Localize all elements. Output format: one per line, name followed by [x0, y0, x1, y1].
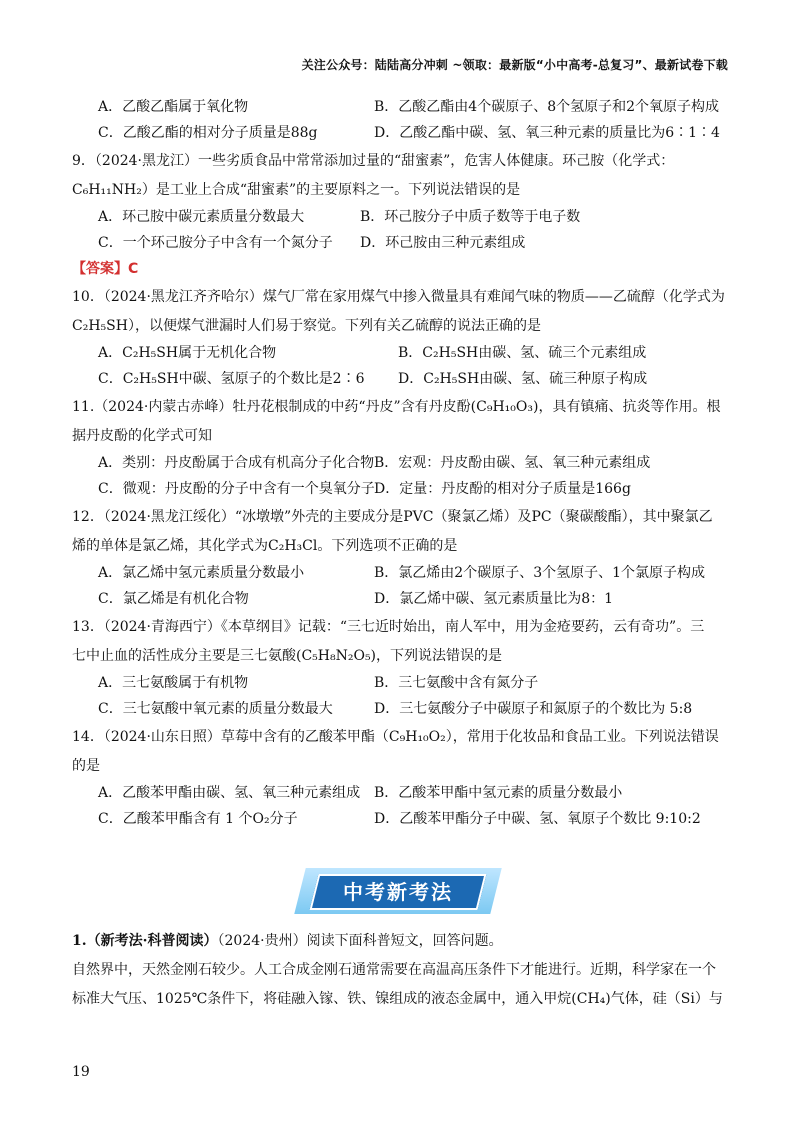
q10-options-row-1	[72, 340, 732, 366]
q10-option-b-formula: C₂H₅SH	[422, 345, 479, 361]
q9-stem-line-2	[72, 177, 732, 204]
section-banner	[300, 868, 496, 916]
q10-stem-line-1: 10．（2024·黑龙江齐齐哈尔）煤气厂常在家用煤气中掺入微量具有难闻气味的物质——乙硫醇（化学式为	[72, 289, 725, 305]
q10-stem-line-2	[72, 313, 732, 340]
q9-formula: C₆H₁₁NH₂	[72, 182, 142, 198]
q8-option-a: A．乙酸乙酯属于氧化物	[98, 99, 249, 115]
q11-option-a: A．类别：丹皮酚属于合成有机高分子化合物	[98, 455, 375, 471]
q14-option-c	[98, 806, 374, 832]
q11-stem-line-2: 据丹皮酚的化学式可知	[72, 428, 212, 444]
q11-option-c: C．微观：丹皮酚的分子中含有一个臭氧分子	[98, 481, 375, 497]
new-q1-line-1	[72, 928, 732, 955]
q11-options-row-1	[72, 450, 732, 476]
q8-option-c	[98, 120, 374, 146]
q13-stem-line-1: 13．（2024·青海西宁）《本草纲目》记载：“三七近时始出，南人军中，用为金疮要药，云有奇功”。三	[72, 619, 705, 635]
q14-option-c-post: 分子	[269, 811, 298, 827]
q14-options-row-2	[72, 806, 732, 832]
q10-option-a-formula: C₂H₅SH	[122, 345, 179, 361]
q11-option-d-text: D．定量：丹皮酚的相对分子质量是	[374, 481, 596, 497]
q14-stem-line-1	[72, 724, 732, 751]
q9-answer: 【答案】C	[72, 261, 139, 277]
q14-formula: C₉H₁₀O₂	[388, 729, 446, 745]
page-number: 19	[72, 1064, 90, 1080]
q9-option-b: B．环己胺分子中质子数等于电子数	[360, 209, 581, 225]
q10-options-row-2	[72, 366, 732, 392]
q12-option-a: A．氯乙烯中氢元素质量分数最小	[98, 565, 305, 581]
q9-stem-line-1: 9．（2024·黑龙江）一些劣质食品中常常添加过量的“甜蜜素”，危害人体健康。环己胺（化学式：	[72, 153, 675, 169]
new-exam-section	[72, 926, 732, 1013]
q12-stem-line-2: 烯的单体是氯乙烯，其化学式为C₂H₃Cl。下列选项不正确的是	[72, 538, 458, 554]
q8-option-c-text: C．乙酸乙酯的相对分子质量是	[98, 125, 291, 141]
q10-option-a-letter: A．	[98, 345, 123, 361]
q10-option-c	[98, 366, 398, 392]
q12-options-row-2	[72, 586, 732, 612]
q11-options-row-2	[72, 476, 732, 502]
new-q1-label: 1.（新考法·科普阅读）	[72, 933, 218, 949]
q10-option-d-formula: C₂H₅SH	[423, 371, 480, 387]
q8-option-d-value: 6∶1∶4	[665, 125, 720, 141]
q13-formula: (C₅H₈N₂O₅)	[296, 648, 377, 664]
q14-stem-pre: 14．（2024·山东日照）草莓中含有的乙酸苯甲酯（	[72, 729, 389, 745]
q10-option-b-text: 由碳、氢、硫三个元素组成	[478, 345, 647, 361]
question-content	[72, 94, 732, 832]
q13-stem-post: ，下列说法错误的是	[376, 648, 503, 664]
q14-option-a: A．乙酸苯甲酯由碳、氢、氧三种元素组成	[98, 785, 361, 801]
q13-option-a: A．三七氨酸属于有机物	[98, 675, 249, 691]
new-q1-line-2: 自然界中，天然金刚石较少。人工合成金刚石通常需要在高温高压条件下才能进行。近期，科学家在一个	[72, 962, 716, 978]
q13-options-row-2	[72, 696, 732, 722]
q11-option-d	[374, 476, 631, 502]
q9-stem-rest: ）是工业上合成“甜蜜素”的主要原料之一。下列说法错误的是	[141, 182, 521, 198]
new-q1-intro: （2024·贵州）阅读下面科普短文，回答问题。	[217, 933, 503, 949]
q11-stem-post: ，具有镇痛、抗炎等作用。根	[538, 399, 721, 415]
q9-options-row-1	[72, 204, 732, 230]
q9-option-a: A．环己胺中碳元素质量分数最大	[98, 209, 305, 225]
q10-option-a-text: 属于无机化合物	[178, 345, 277, 361]
q11-option-d-value: 166g	[595, 481, 631, 497]
q8-option-c-value: 88g	[290, 125, 318, 141]
q14-option-c-text: C．乙酸苯甲酯含有 1 个	[98, 811, 253, 827]
new-q1-line-3-pre: 标准大气压、1025℃条件下，将硅融入镓、铁、镍组成的液态金属中，通入甲烷	[72, 991, 572, 1007]
new-q1-line-3	[72, 986, 732, 1013]
q14-options-row-1	[72, 780, 732, 806]
q13-stem-pre: 七中止血的活性成分主要是三七氨酸	[72, 648, 296, 664]
q13-options-row-1	[72, 670, 732, 696]
q9-option-d: D．环己胺由三种元素组成	[360, 235, 526, 251]
q8-option-d-text: D．乙酸乙酯中碳、氢、氧三种元素的质量比为	[374, 125, 666, 141]
q14-stem-post: ），常用于化妆品和食品工业。下列说法错误	[445, 729, 719, 745]
new-q1-formula: (CH₄)	[571, 991, 611, 1007]
q14-option-c-formula: O₂	[252, 811, 270, 827]
q12-option-d: D．氯乙烯中碳、氢元素质量比为8：1	[374, 591, 614, 607]
q10-option-d-letter: D．	[398, 371, 424, 387]
banner-title: 中考新考法	[343, 880, 453, 904]
q11-formula: (C₉H₁₀O₃)	[470, 399, 539, 415]
q11-stem-pre: 11.（2024·内蒙古赤峰）牡丹花根制成的中药“丹皮”含有丹皮酚	[72, 399, 471, 415]
q10-option-d	[398, 366, 647, 392]
q13-option-b: B．三七氨酸中含有氮分子	[374, 675, 539, 691]
q8-options-row-2	[72, 120, 732, 146]
q8-option-b: B．乙酸乙酯由4个碳原子、8个氢原子和2个氧原子构成	[374, 99, 720, 115]
q10-option-c-letter: C．	[98, 371, 123, 387]
q11-option-b: B．宏观：丹皮酚由碳、氢、氧三种元素组成	[374, 455, 651, 471]
q8-options-row-1	[72, 94, 732, 120]
q13-option-d: D．三七氨酸分子中碳原子和氮原子的个数比为 5:8	[374, 701, 693, 717]
page-header: 关注公众号：陆陆高分冲刺 ~领取：最新版“小中高考-总复习”、最新试卷下载	[301, 58, 728, 72]
q10-option-b-letter: B．	[398, 345, 423, 361]
q14-stem-line-2: 的是	[72, 758, 100, 774]
q12-option-b: B．氯乙烯由2个碳原子、3个氢原子、1个氯原子构成	[374, 565, 706, 581]
q14-option-d: D．乙酸苯甲酯分子中碳、氢、氧原子个数比 9:10:2	[374, 811, 701, 827]
q13-stem-line-2	[72, 643, 732, 670]
q10-option-c-text: 中碳、氢原子的个数比是2∶6	[178, 371, 365, 387]
q8-option-d	[374, 120, 720, 146]
q11-stem-line-1	[72, 394, 732, 421]
q9-option-c: C．一个环己胺分子中含有一个氮分子	[98, 235, 333, 251]
q12-options-row-1	[72, 560, 732, 586]
q14-option-b: B．乙酸苯甲酯中氢元素的质量分数最小	[374, 785, 623, 801]
new-q1-line-3-post: 气体，硅（Si）与	[610, 991, 723, 1007]
q10-formula: C₂H₅SH	[72, 318, 128, 334]
q10-option-b	[398, 340, 646, 366]
q12-stem-line-1: 12．（2024·黑龙江绥化）“冰墩墩”外壳的主要成分是PVC（聚氯乙烯）及PC（聚碳酸酯），其中聚氯乙	[72, 509, 713, 525]
q12-option-c: C．氯乙烯是有机化合物	[98, 591, 249, 607]
q10-option-c-formula: C₂H₅SH	[122, 371, 179, 387]
q13-option-c: C．三七氨酸中氧元素的质量分数最大	[98, 701, 333, 717]
q10-stem-rest: ），以便煤气泄漏时人们易于察觉。下列有关乙硫醇的说法正确的是	[127, 318, 541, 334]
q10-option-d-text: 由碳、氢、硫三种原子构成	[479, 371, 648, 387]
q10-option-a	[98, 340, 398, 366]
q9-options-row-2	[72, 230, 732, 256]
